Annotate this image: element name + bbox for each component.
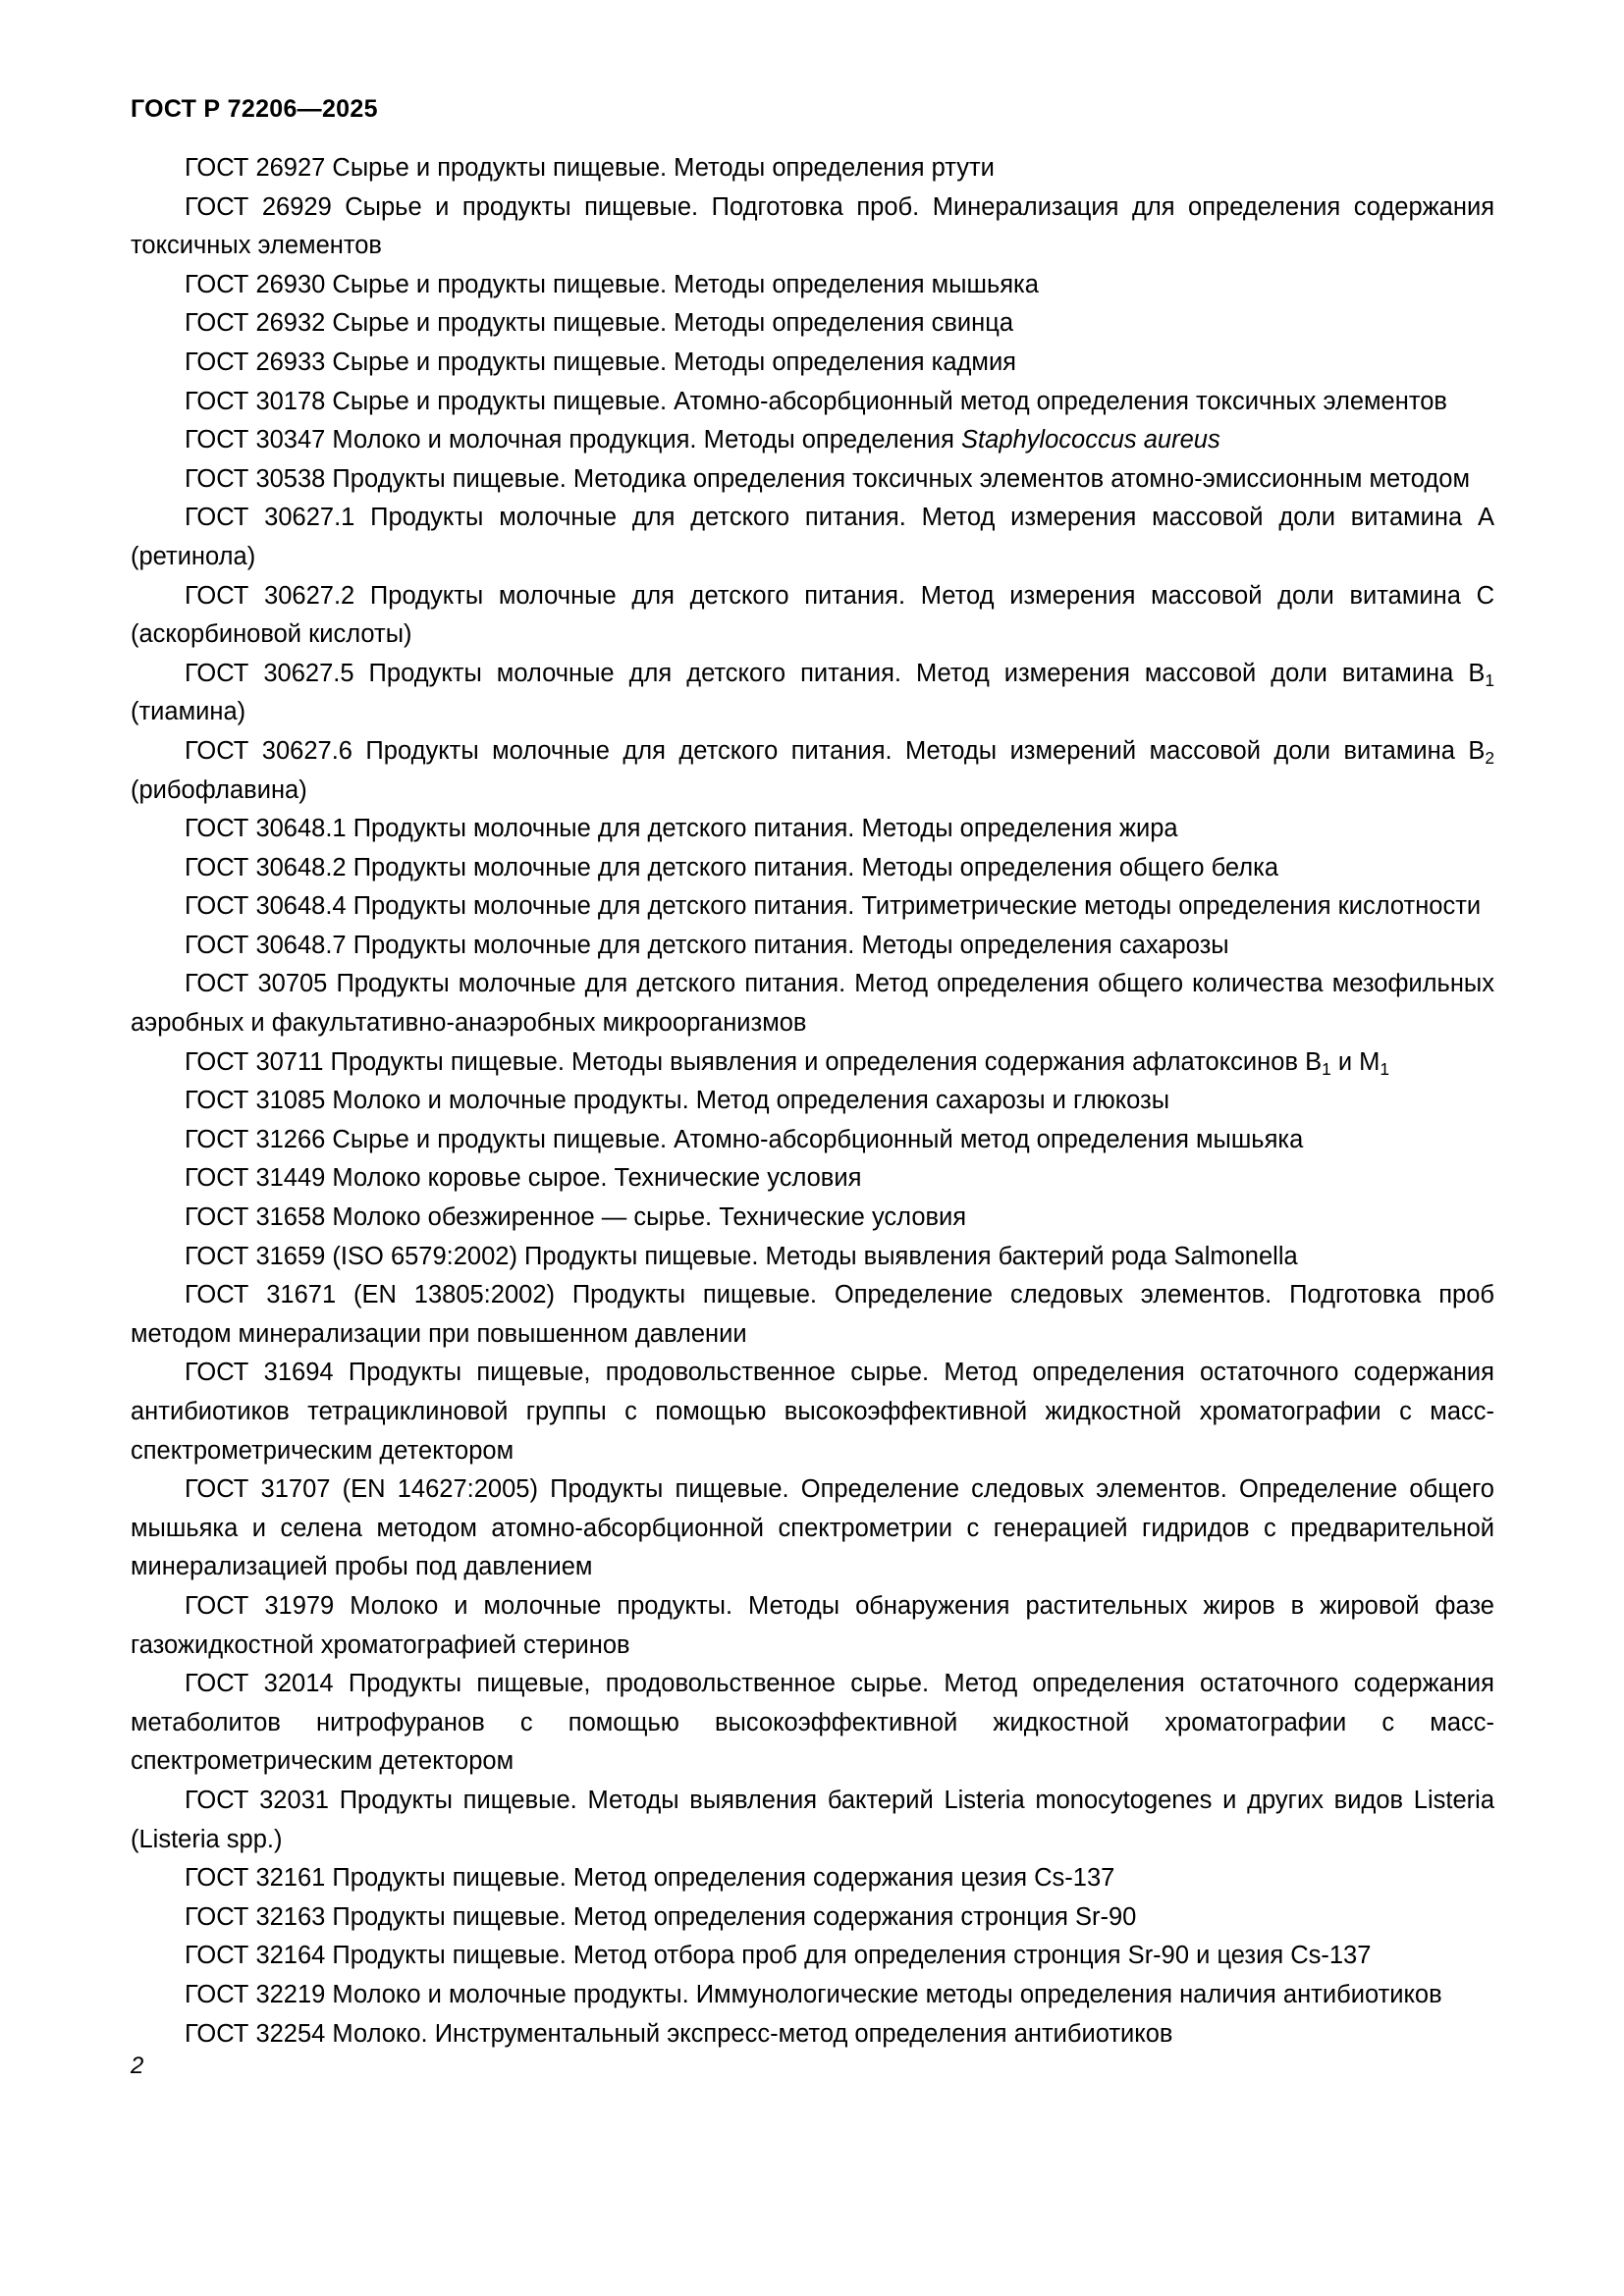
reference-gost-30648-2: ГОСТ 30648.2 Продукты молочные для детского питания. Методы определения общего белка: [185, 853, 1279, 881]
reference-gost-32219: ГОСТ 32219 Молоко и молочные продукты. Иммунологические методы определения наличия антибиотиков: [185, 1980, 1442, 2008]
subscript: 1: [1485, 669, 1494, 690]
reference-gost-31694: ГОСТ 31694 Продукты пищевые, продовольственное сырье. Метод определения остаточного содержания антибиотиков тетрациклиновой группы с помощью высокоэффективной жидкостной хроматографии с масс-спектрометрическим детектором: [131, 1359, 1494, 1465]
page-header-standard-number: ГОСТ Р 72206—2025: [131, 95, 378, 123]
reference-gost-31449: ГОСТ 31449 Молоко коровье сырое. Технические условия: [185, 1164, 862, 1193]
reference-gost-26930: ГОСТ 26930 Сырье и продукты пищевые. Методы определения мышьяка: [185, 270, 1039, 298]
reference-gost-30648-7: ГОСТ 30648.7 Продукты молочные для детского питания. Методы определения сахарозы: [185, 931, 1229, 959]
reference-gost-30538: ГОСТ 30538 Продукты пищевые. Методика определения токсичных элементов атомно-эмиссионным методом: [185, 464, 1470, 493]
subscript: 2: [1485, 747, 1494, 768]
reference-gost-30648-4: ГОСТ 30648.4 Продукты молочные для детского питания. Титриметрические методы определения кислотности: [185, 892, 1482, 921]
reference-gost-30178: ГОСТ 30178 Сырье и продукты пищевые. Атомно-абсорбционный метод определения токсичных элементов: [185, 387, 1447, 415]
reference-gost-31707: ГОСТ 31707 (EN 14627:2005) Продукты пищевые. Определение следовых элементов. Определение общего мышьяка и селена методом атомно-абсорбционной спектрометрии с генерацией гидридов с предварительной минерализацией пробы под давлением: [131, 1475, 1494, 1581]
reference-gost-32163: ГОСТ 32163 Продукты пищевые. Метод определения содержания стронция Sr-90: [185, 1902, 1137, 1931]
reference-gost-30711: ГОСТ 30711 Продукты пищевые. Методы выявления и определения содержания афлатоксинов $B_1$ и $M_1$: [185, 1047, 1390, 1079]
reference-gost-30627-1: ГОСТ 30627.1 Продукты молочные для детского питания. Метод измерения массовой доли витамина A (ретинола): [131, 504, 1494, 570]
subscript: 1: [1322, 1058, 1331, 1079]
reference-gost-31671: ГОСТ 31671 (EN 13805:2002) Продукты пищевые. Определение следовых элементов. Подготовка проб методом минерализации при повышенном давлении: [131, 1281, 1494, 1348]
reference-gost-30705: ГОСТ 30705 Продукты молочные для детского питания. Метод определения общего количества мезофильных аэробных и факультативно-анаэробных микроорганизмов: [131, 970, 1494, 1038]
reference-gost-26933: ГОСТ 26933 Сырье и продукты пищевые. Методы определения кадмия: [185, 347, 1016, 376]
reference-gost-32254: ГОСТ 32254 Молоко. Инструментальный экспресс-метод определения антибиотиков: [185, 2019, 1173, 2048]
normative-references-list: [131, 149, 1494, 2054]
page-number: 2: [131, 2053, 144, 2079]
reference-gost-31659: ГОСТ 31659 (ISO 6579:2002) Продукты пищевые. Методы выявления бактерий рода Salmonella: [185, 1242, 1298, 1270]
reference-gost-31266: ГОСТ 31266 Сырье и продукты пищевые. Атомно-абсорбционный метод определения мышьяка: [185, 1125, 1304, 1153]
species-name: Staphylococcus aureus: [961, 426, 1220, 454]
reference-gost-30347: ГОСТ 30347 Молоко и молочная продукция. Методы определения Staphylococcus aureus: [185, 426, 1220, 454]
reference-gost-31658: ГОСТ 31658 Молоко обезжиренное — сырье. Технические условия: [185, 1203, 967, 1232]
reference-gost-32161: ГОСТ 32161 Продукты пищевые. Метод определения содержания цезия Cs-137: [185, 1864, 1115, 1893]
reference-gost-31979: ГОСТ 31979 Молоко и молочные продукты. Методы обнаружения растительных жиров в жировой фазе газожидкостной хроматографией стеринов: [131, 1591, 1494, 1659]
reference-gost-26929: ГОСТ 26929 Сырье и продукты пищевые. Подготовка проб. Минерализация для определения содержания токсичных элементов: [131, 192, 1494, 260]
reference-gost-32164: ГОСТ 32164 Продукты пищевые. Метод отбора проб для определения стронция Sr-90 и цезия Cs-137: [185, 1942, 1372, 1970]
reference-gost-30627-2: ГОСТ 30627.2 Продукты молочные для детского питания. Метод измерения массовой доли витамина C (аскорбиновой кислоты): [131, 581, 1494, 649]
reference-gost-30627-6: ГОСТ 30627.6 Продукты молочные для детского питания. Методы измерений массовой доли витамина $B_2$ (рибофлавина): [131, 736, 1494, 804]
reference-gost-30627-5: ГОСТ 30627.5 Продукты молочные для детского питания. Метод измерения массовой доли витамина $B_1$ (тиамина): [131, 659, 1494, 726]
reference-gost-26927: ГОСТ 26927 Сырье и продукты пищевые. Методы определения ртути: [185, 154, 995, 182]
reference-gost-32014: ГОСТ 32014 Продукты пищевые, продовольственное сырье. Метод определения остаточного содержания метаболитов нитрофуранов с помощью высокоэффективной жидкостной хроматографии с масс-спектрометрическим детектором: [131, 1670, 1494, 1776]
subscript: 1: [1380, 1058, 1390, 1079]
reference-gost-32031: ГОСТ 32031 Продукты пищевые. Методы выявления бактерий Listeria monocytogenes и других видов Listeria (Listeria spp.): [131, 1786, 1494, 1853]
reference-gost-26932: ГОСТ 26932 Сырье и продукты пищевые. Методы определения свинца: [185, 309, 1014, 338]
reference-gost-30648-1: ГОСТ 30648.1 Продукты молочные для детского питания. Методы определения жира: [185, 815, 1178, 843]
reference-gost-31085: ГОСТ 31085 Молоко и молочные продукты. Метод определения сахарозы и глюкозы: [185, 1087, 1170, 1115]
